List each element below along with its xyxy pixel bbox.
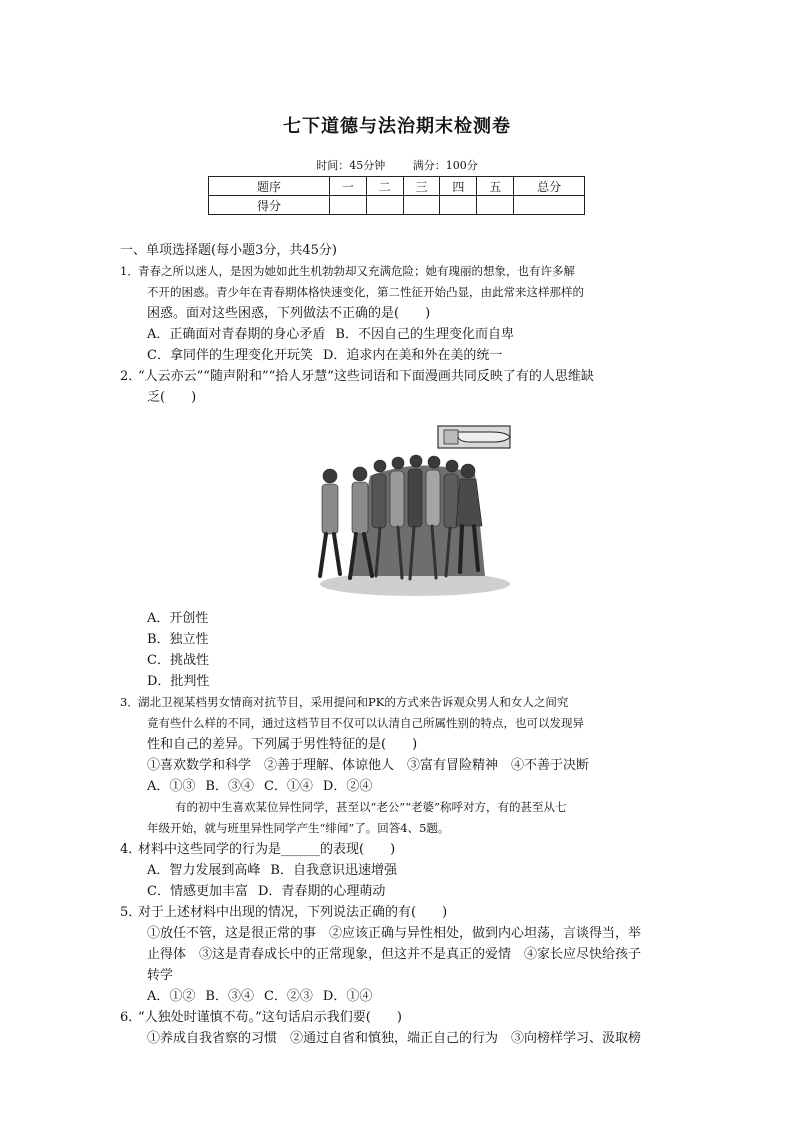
option-c: C．拿同伴的生理变化开玩笑: [147, 348, 313, 363]
question-2: [120, 366, 680, 387]
score-cell: [440, 196, 477, 215]
question-4: [120, 839, 680, 860]
cartoon-image: [120, 416, 680, 606]
question-1: [120, 261, 680, 282]
question-text: 青春之所以迷人，是因为她如此生机勃勃却又充满危险；她有瑰丽的想象，也有许多解: [138, 264, 575, 278]
score-table: [208, 176, 585, 215]
question-text: 性和自己的差异。下列属于男性特征的是( ): [147, 737, 418, 752]
score-row-label: 得分: [209, 196, 330, 215]
option-a: A．正确面对青春期的身心矛盾: [147, 327, 326, 342]
section-heading: 一、单项选择题(每小题3分，共45分): [120, 243, 337, 258]
option-c: C．②③: [263, 989, 313, 1004]
question-number: 4．: [120, 842, 142, 857]
exam-content: [120, 240, 680, 1049]
question-number: 3．: [120, 695, 139, 709]
option-d: D．批判性: [147, 674, 210, 689]
options-row: [120, 860, 680, 881]
score-cell: [477, 196, 514, 215]
question-text: 不开的困惑。青少年在青春期体格快速变化，第二性征开始凸显，由此常来这样那样的: [147, 285, 584, 299]
option-d: D．青春期的心理萌动: [257, 884, 386, 899]
score-table-header-cell: 五: [477, 177, 514, 196]
option-d: D．①④: [322, 989, 373, 1004]
question-number: 6．: [120, 1010, 142, 1025]
score-table-score-row: [209, 196, 585, 215]
options-row: [120, 986, 680, 1007]
score-table-header-cell: 二: [366, 177, 403, 196]
exam-time: 时间：45分钟: [316, 159, 386, 172]
options-row: [120, 776, 680, 797]
question-number: 2．: [120, 369, 142, 384]
option-b: B．③④: [205, 779, 254, 794]
statement-list: ①放任不管，这是很正常的事 ②应该正确与异性相处，做到内心坦荡，言谈得当，举: [147, 926, 642, 941]
option-c: C．①④: [263, 779, 313, 794]
question-text: 困惑。面对这些困惑，下列做法不正确的是( ): [147, 306, 431, 321]
option-d: D．②④: [322, 779, 373, 794]
reading-material: 有的初中生喜欢某位异性同学，甚至以“老公”“老婆”称呼对方，有的甚至从七: [175, 800, 567, 814]
score-cell: [366, 196, 403, 215]
options-row: [120, 881, 680, 902]
question-3: [120, 692, 680, 713]
question-text: 竟有些什么样的不同，通过这档节目不仅可以认清自己所属性别的特点，也可以发现异: [147, 716, 584, 730]
score-table-header-cell: 题序: [209, 177, 330, 196]
page-title: 七下道德与法治期末检测卷: [283, 116, 511, 137]
option-c: C．挑战性: [147, 653, 209, 668]
statement-list: 转学: [147, 968, 174, 983]
option-b: B．③④: [205, 989, 254, 1004]
score-table-header-cell: 四: [440, 177, 477, 196]
question-number: 5．: [120, 905, 142, 920]
option-b: B．不因自己的生理变化而自卑: [335, 327, 514, 342]
score-table-header-cell: 总分: [514, 177, 585, 196]
options-row: [120, 345, 680, 366]
question-5: [120, 902, 680, 923]
question-text: 对于上述材料中出现的情况，下列说法正确的有( ): [138, 905, 448, 920]
exam-meta: [0, 157, 794, 173]
option-b: B．自我意识迅速增强: [270, 863, 397, 878]
score-cell: [514, 196, 585, 215]
statement-list: 止得体 ③这是青春成长中的正常现象，但这并不是真正的爱情 ④家长应尽快给孩子: [147, 947, 642, 962]
question-text: “人云亦云”“随声附和”“拾人牙慧”这些词语和下面漫画共同反映了有的人思维缺: [138, 369, 594, 384]
option-b: B．独立性: [147, 632, 209, 647]
option-a: A．①②: [147, 989, 196, 1004]
score-table-header-row: [209, 177, 585, 196]
question-number: 1．: [120, 264, 139, 278]
score-table-header-cell: 三: [403, 177, 440, 196]
score-cell: [403, 196, 440, 215]
option-c: C．情感更加丰富: [147, 884, 248, 899]
question-text: 湖北卫视某档男女情商对抗节目，采用提问和PK的方式来告诉观众男人和女人之间究: [138, 695, 569, 709]
question-text: 乏( ): [147, 390, 197, 405]
option-a: A．①③: [147, 779, 196, 794]
option-d: D．追求内在美和外在美的统一: [322, 348, 503, 363]
crowd-following-sign-illustration: [310, 416, 530, 606]
exam-full-score: 满分：100分: [412, 159, 478, 172]
question-text: 材料中这些同学的行为是______的表现( ): [138, 842, 396, 857]
options-row: [120, 324, 680, 345]
score-table-header-cell: 一: [330, 177, 367, 196]
option-a: A．开创性: [147, 611, 209, 626]
score-cell: [330, 196, 367, 215]
statement-list: ①喜欢数学和科学 ②善于理解、体谅他人 ③富有冒险精神 ④不善于决断: [147, 758, 590, 773]
question-6: [120, 1007, 680, 1028]
reading-material: 年级开始，就与班里异性同学产生“绯闻”了。回答4、5题。: [147, 821, 450, 835]
statement-list: ①养成自我省察的习惯 ②通过自省和慎独，端正自己的行为 ③向榜样学习、汲取榜: [147, 1031, 642, 1046]
option-a: A．智力发展到高峰: [147, 863, 261, 878]
question-text: “人独处时谨慎不苟。”这句话启示我们要( ): [138, 1010, 402, 1025]
